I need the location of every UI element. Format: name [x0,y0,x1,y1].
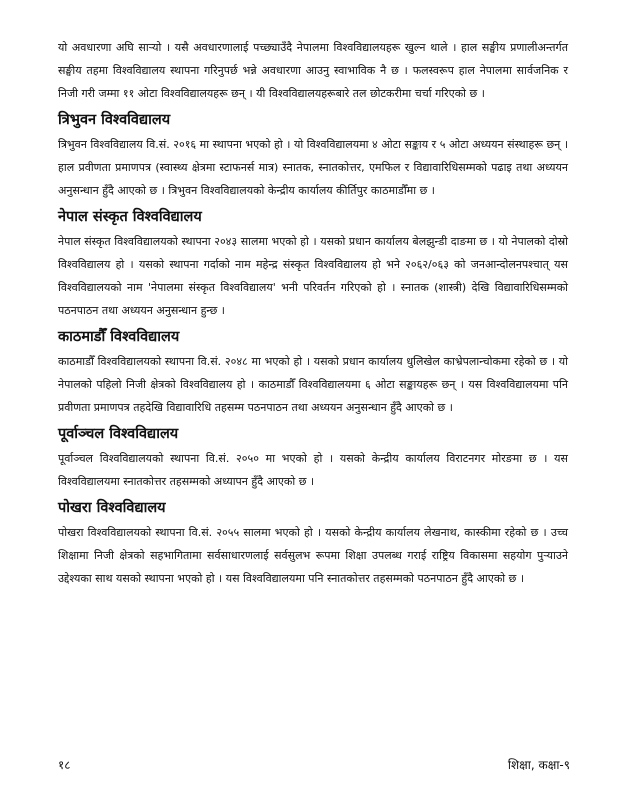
section-heading-tribhuvan: त्रिभुवन विश्वविद्यालय [58,112,171,128]
section-heading-pokhara: पोखरा विश्वविद्यालय [58,500,166,516]
page-footer [58,756,570,773]
page-number: १८ [58,758,71,772]
section-body-sanskrit: नेपाल संस्कृत विश्वविद्यालयको स्थापना २०४३ सालमा भएको हो । यसको प्रधान कार्यालय बेलझुन्डी दाङमा छ । यो नेपालको दोस्रो विश्वविद्यालय हो । यसको स्थापना गर्दाको नाम महेन्द्र संस्कृत विश्वविद्यालय हो भने २०६२/०६३ को जनआन्दोलनपश्चात् यस विश्वविद्यालयको नाम 'नेपालमा संस्कृत विश्वविद्यालय' भनी परिवर्तन गरिएको हो । स्नातक (शास्त्री) देखि विद्यावारिधिसम्मको पठनपाठन तथा अध्ययन अनुसन्धान हुन्छ । [58,235,568,317]
section-heading-purbanchal: पूर्वाञ्चल विश्वविद्यालय [58,426,179,442]
intro-paragraph: यो अवधारणा अघि सार्‍यो । यसै अवधारणालाई पच्छ्याउँदै नेपालमा विश्वविद्यालयहरू खुल्न थाले । हाल सङ्घीय प्रणालीअन्तर्गत सङ्घीय तहमा विश्वविद्यालय स्थापना गरिनुपर्छ भन्ने अवधारणा आउनु स्वाभाविक नै छ । फलस्वरूप हाल नेपालमा सार्वजनिक र निजी गरी जम्मा ११ ओटा विश्वविद्यालयहरू छन् । यी विश्वविद्यालयहरूबारे तल छोटकरीमा चर्चा गरिएको छ । [58,41,568,100]
book-title: शिक्षा, कक्षा-९ [507,758,570,772]
section-heading-sanskrit: नेपाल संस्कृत विश्वविद्यालय [58,209,202,225]
section-body-pokhara: पोखरा विश्वविद्यालयको स्थापना वि.सं. २०५५ सालमा भएको हो । यसको केन्द्रीय कार्यालय लेखनाथ, कास्कीमा रहेको छ । उच्च शिक्षामा निजी क्षेत्रको सहभागितामा सर्वसाधारणलाई सर्वसुलभ रूपमा शिक्षा उपलब्ध गराई राष्ट्रिय विकासमा सहयोग पुर्‍याउने उद्देश्यका साथ यसको स्थापना भएको हो । यस विश्वविद्यालयमा पनि स्नातकोत्तर तहसम्मको पठनपाठन हुँदै आएको छ । [58,526,568,585]
section-body-tribhuvan: त्रिभुवन विश्वविद्यालय वि.सं. २०१६ मा स्थापना भएको हो । यो विश्वविद्यालयमा ४ ओटा सङ्काय र ५ ओटा अध्ययन संस्थाहरू छन् । हाल प्रवीणता प्रमाणपत्र (स्वास्थ्य क्षेत्रमा स्टाफनर्स मात्र) स्नातक, स्नातकोत्तर, एमफिल र विद्यावारिधिसम्मको पढाइ तथा अध्ययन अनुसन्धान हुँदै आएको छ । त्रिभुवन विश्वविद्यालयको केन्द्रीय कार्यालय कीर्तिपुर काठमाडौँमा छ । [58,138,568,197]
section-body-purbanchal: पूर्वाञ्चल विश्वविद्यालयको स्थापना वि.सं. २०५० मा भएको हो । यसको केन्द्रीय कार्यालय विराटनगर मोरङमा छ । यस विश्वविद्यालयमा स्नातकोत्तर तहसम्मको अध्यापन हुँदै आएको छ । [58,452,568,488]
section-heading-kathmandu: काठमाडौँ विश्वविद्यालय [58,329,180,345]
section-body-kathmandu: काठमाडौँ विश्वविद्यालयको स्थापना वि.सं. २०४८ मा भएको हो । यसको प्रधान कार्यालय धुलिखेल काभ्रेपलान्चोकमा रहेको छ । यो नेपालको पहिलो निजी क्षेत्रको विश्वविद्यालय हो । काठमाडौँ विश्वविद्यालयमा ६ ओटा सङ्कायहरू छन् । यस विश्वविद्यालयमा पनि प्रवीणता प्रमाणपत्र तहदेखि विद्यावारिधि तहसम्म पठनपाठन तथा अध्ययन अनुसन्धान हुँदै आएको छ । [58,355,568,414]
page-content [58,36,568,590]
